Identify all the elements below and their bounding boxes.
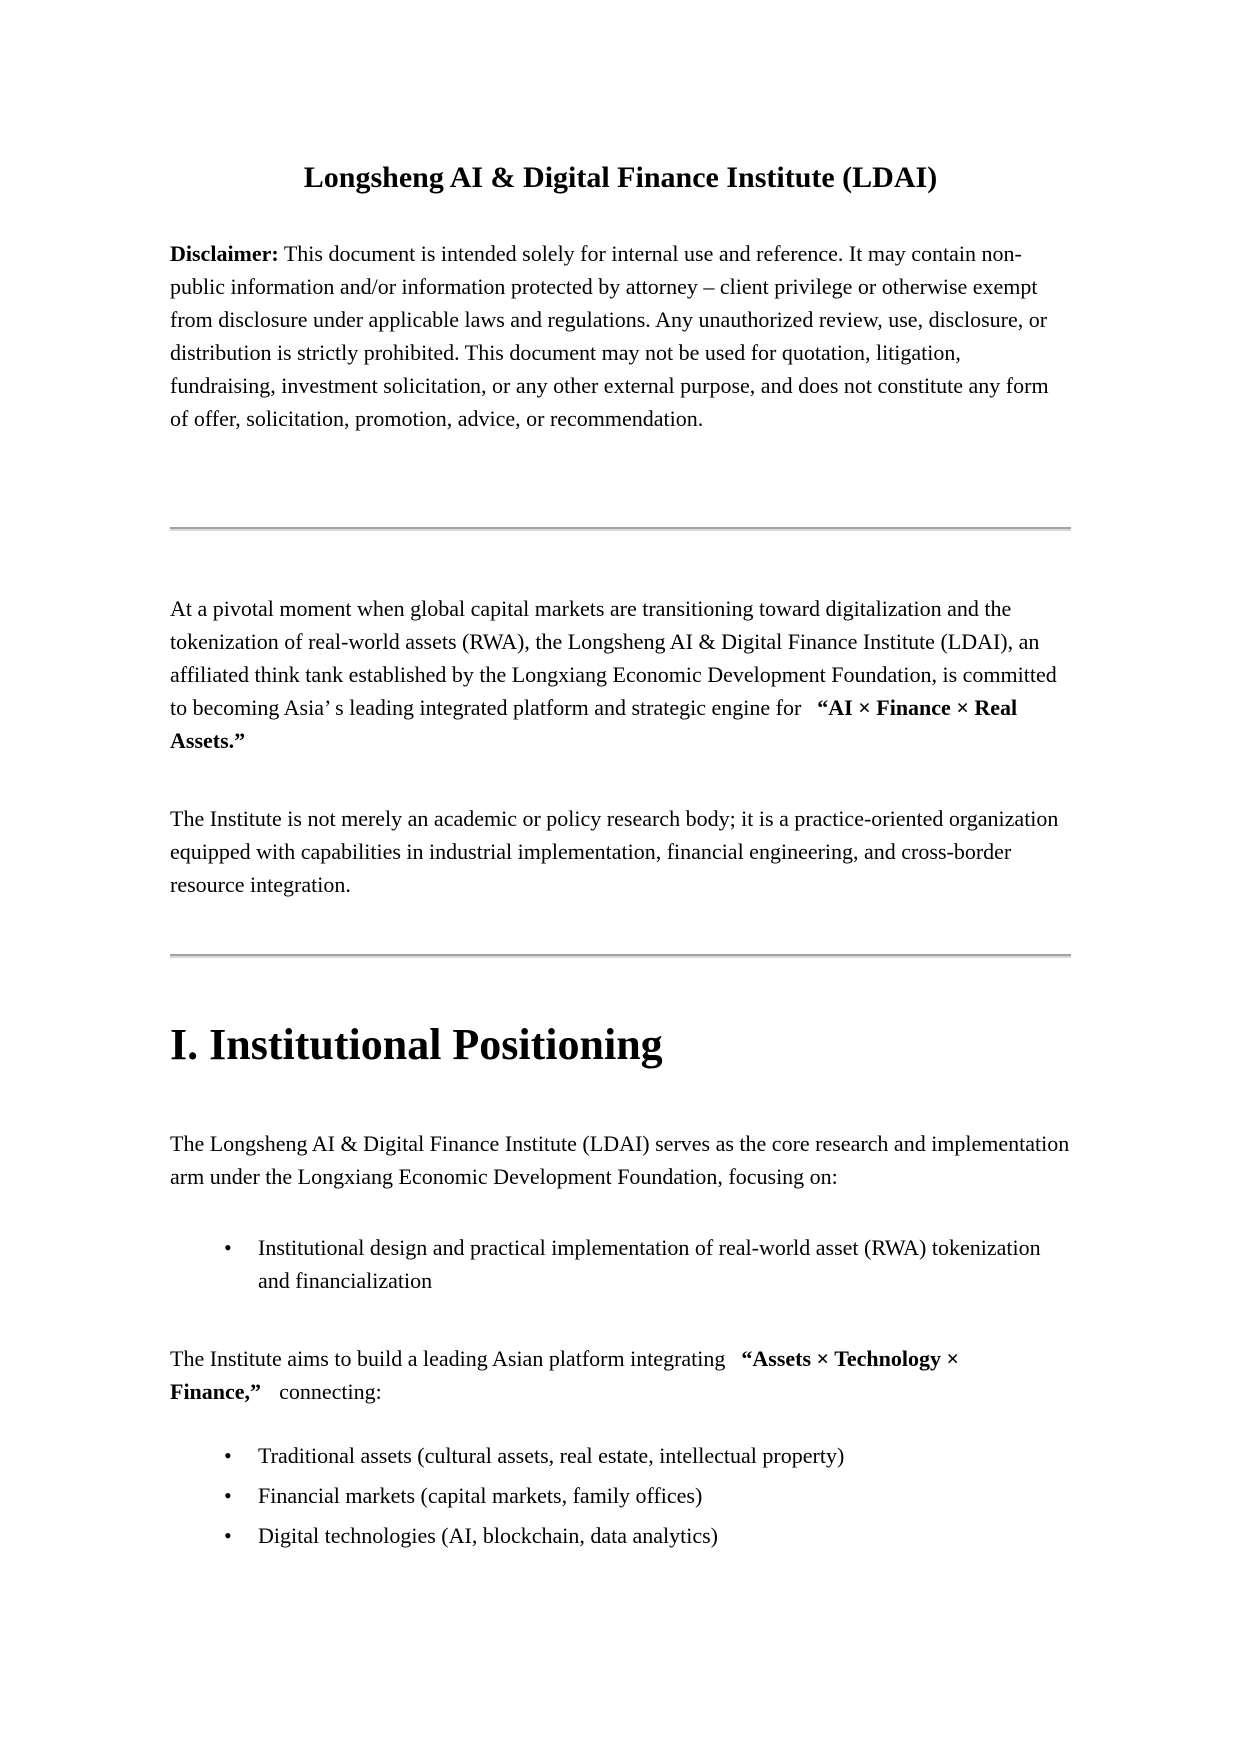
- list-item: • Financial markets (capital markets, family offices): [258, 1479, 1071, 1512]
- disclaimer-paragraph: [170, 237, 1071, 435]
- disclaimer-label: Disclaimer:: [170, 241, 279, 266]
- document-title: Longsheng AI & Digital Finance Institute (LDAI): [303, 161, 938, 194]
- horizontal-rule: [170, 527, 1071, 531]
- aims-bold-phrase: “Assets × Technology × Finance,”: [170, 1346, 959, 1404]
- section-heading: I. Institutional Positioning: [170, 1020, 663, 1069]
- aims-paragraph: [170, 1342, 1071, 1408]
- connect-list: [170, 1439, 1071, 1552]
- list-item: • Institutional design and practical implementation of real-world asset (RWA) tokenization and financialization: [258, 1231, 1071, 1297]
- disclaimer-text: This document is intended solely for internal use and reference. It may contain non-public information and/or information protected by attorney – client privilege or otherwise exempt from disclosure under applicable laws and regulations. Any unauthorized review, use, disclosure, or distribution is strictly prohibited. This document may not be used for quotation, litigation, fundraising, investment solicitation, or any other external purpose, and does not constitute any form of offer, solicitation, promotion, advice, or recommendation.: [170, 241, 1049, 431]
- aims-tail-text: connecting:: [279, 1379, 382, 1404]
- serves-paragraph: The Longsheng AI & Digital Finance Institute (LDAI) serves as the core research and implementation arm under the Longxiang Economic Development Foundation, focusing on:: [170, 1131, 1070, 1189]
- focus-list: [170, 1231, 1071, 1297]
- aims-text: The Institute aims to build a leading Asian platform integrating: [170, 1346, 726, 1371]
- pivotal-bold-phrase: “AI × Finance × Real Assets.”: [170, 695, 1018, 753]
- pivotal-paragraph: [170, 592, 1071, 757]
- list-item: • Digital technologies (AI, blockchain, data analytics): [258, 1519, 1071, 1552]
- list-item: • Traditional assets (cultural assets, real estate, intellectual property): [258, 1439, 1071, 1472]
- institute-paragraph: The Institute is not merely an academic or policy research body; it is a practice-oriented organization equipped with capabilities in industrial implementation, financial engineering, and cross-border resource integration.: [170, 806, 1059, 897]
- pivotal-text: At a pivotal moment when global capital markets are transitioning toward digitalization and the tokenization of real-world assets (RWA), the Longsheng AI & Digital Finance Institute (LDAI), an affiliated think tank established by the Longxiang Economic Development Foundation, is committed to becoming Asia’ s leading integrated platform and strategic engine for: [170, 596, 1057, 720]
- horizontal-rule: [170, 954, 1071, 958]
